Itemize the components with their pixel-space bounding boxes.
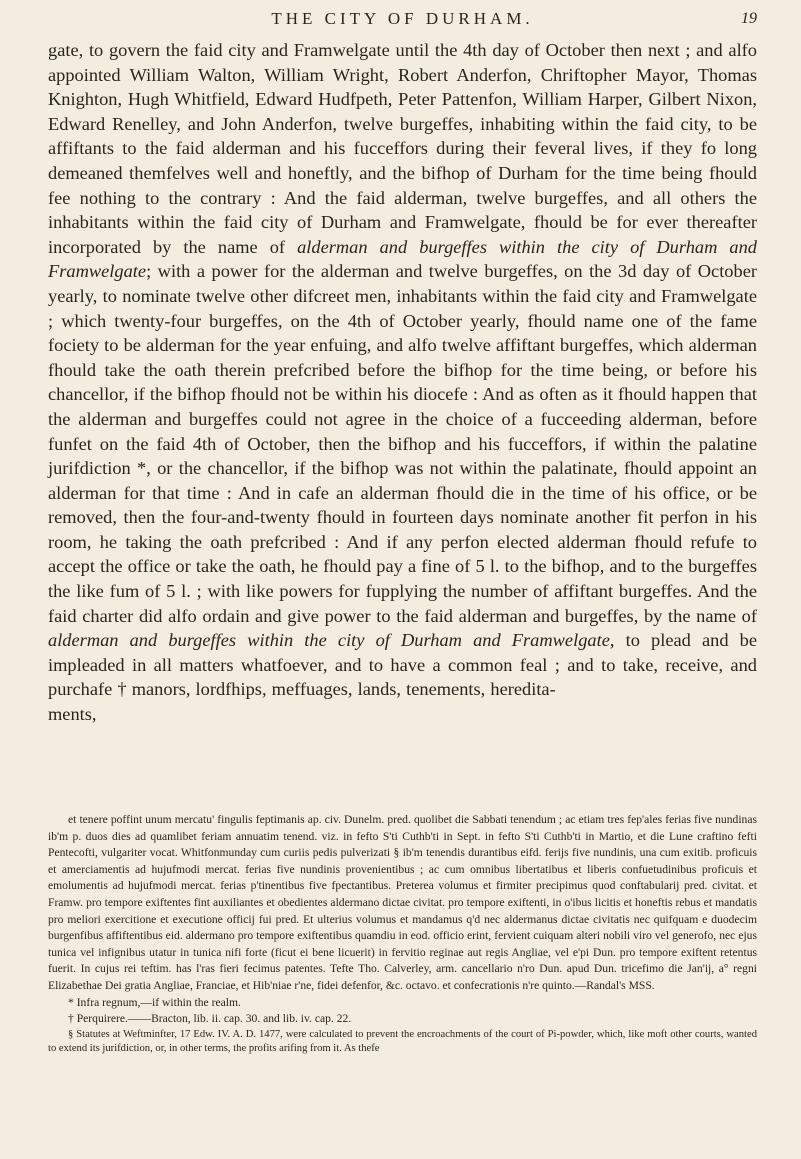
page-header [48,6,757,32]
latin-charter-excerpt: et tenere poffint unum mercatu' fingulis feptimanis ap. civ. Dunelm. pred. quolibet die Sabbati tenendum ; ac etiam tres fep'ales ferias five nundinas ib'm p. duos dies ad quamlibet feriam annuatim tenend. viz. in fefto S'ti Cuthb'ti in Sept. in fefto S'ti Cuthb'ti in Martio, et die Lune craftino fefti Pentecofti, vulgariter vocat. Whitfonmunday cum curiis pedis pulverizati § ib'm tenendis durantibus eifd. ferijs five nundinis, una cum exitib. proficuis et amerciamentis ad hujufmodi mercat. ferias five nundinis provenientibus ; ac cum omnibus libertatibus et liberis confuetudinibus proficuis et emolumentis ad hujufmodi mercat. ferias p'tinentibus five fpectantibus. Preterea volumus et firmiter precipimus quod conftabularij pred. civitat. et Framw. pro tempore exiftentes fint auxiliantes et obedientes aldermano dictae civitat. pro tempore exiftenti, in o'ibus licitis et honeftis rebus et mandatis pro meliori exercitione et executione officij fui pred. Et ulterius volumus et mandamus q'd nec aldermanus dictae civitatis nec quifquam e duodecim burgenfibus affiftentibus eid. aldermano pro tempore exiftentibus quamdiu in eod. officio erint, fervient cuiquam alteri nobili viro vel generofo, nec ejus tunica vel infignibus utatur in tunica nifi forte (ficut ei bene licuerit) in fervitio reginae aut regis Angliae, vel e'pi Dun. pro tempore exiftent retentus fuerit. In cujus rei teftim. has l'ras fieri fecimus patentes. Tefte Tho. Calverley, arm. cancellario n'ro Dun. apud Dun. tricefimo die Jan'ij, a° regni Elizabethae Dei gratia Angliae, Franciae, et Hib'niae r'ne, fidei defenfor, &c. octavo. et confecrationis n're quinto.—Randal's MSS. [48,813,757,992]
corporate-name-2: alderman and burgeffes within the city of Durham and Framwelgate [48,630,610,651]
footnote-section: § Statutes at Weftminfter, 17 Edw. IV. A. D. 1477, were calculated to prevent the encroachments of the court of Pi-powder, which, like moft other courts, wanted to extend its jurifdiction, or, in other terms, the profits arifing from it. As thefe [48,1028,757,1054]
footnote-dagger: † Perquirere.——Bracton, lib. ii. cap. 30. and lib. iv. cap. 22. [68,1012,352,1026]
footnote-asterisk: * Infra regnum,—if within the realm. [68,995,241,1009]
footnotes [48,812,757,1056]
main-text [48,38,757,727]
text-segment-2: ; with a power for the alderman and twelve burgeffes, on the 3d day of October yearly, to nominate twelve other difcreet men, inhabitants within the faid city and Framwelgate ; which twenty-four burgeffes, on the 4th of October yearly, fhould name one of the fame fociety to be alderman for the year enfuing, and alfo twelve affiftant burgeffes, which alderman fhould take the oath therein prefcribed before the bifhop for the time being, or before his chancellor, if the bifhop fhould not be within his diocefe : And as often as it fhould happen that the alderman and burgeffes could not agree in the choice of a fucceeding alderman, before funfet on the faid 4th of October, then the bifhop and his fucceffors, if within the palatine jurifdiction *, or the chancellor, if the bifhop was not within the palatinate, fhould appoint an alderman for that time : And in cafe an alderman fhould die in the time of his office, or be removed, then the four-and-twenty fhould in fourteen days nominate another fit perfon in his room, he taking the oath prefcribed : And if any perfon elected alderman fhould refufe to accept the office or take the oath, he fhould pay a fine of 5 l. to the bifhop, and to the burgeffes the like fum of 5 l. ; with like powers for fupplying the number of affiftant burgeffes. And the faid charter did alfo ordain and give power to the faid alderman and burgeffes, by the name of [48,261,757,626]
page-number: 19 [741,10,757,27]
catchword: ments, [48,704,97,725]
running-head: THE CITY OF DURHAM. [271,9,534,28]
main-paragraph [48,38,757,702]
text-segment-1: gate, to govern the faid city and Framwelgate until the 4th day of October then next ; and alfo appointed William Walton, William Wright, Robert Anderfon, Chriftopher Mayor, Thomas Knighton, Hugh Whitfield, Edward Hudfpeth, Peter Pattenfon, William Harper, Gilbert Nixon, Edward Renelley, and John Anderfon, twelve burgeffes, inhabiting within the faid city, to be affiftants to the faid alderman and his fucceffors during their feveral lives, if they fo long demeaned themfelves well and honeftly, and the bifhop of Durham for the time being fhould fee nothing to the contrary : And the faid alderman, twelve burgeffes, and all others the inhabitants within the faid city of Durham and Framwelgate, fhould be for ever thereafter incorporated by the name of [48,40,757,257]
corporate-name-1: alderman and burgeffes within the city of Durham and Framwelgate [48,236,757,282]
text-segment-3: , to plead and be impleaded in all matters whatfoever, and to have a common feal ; and to take, receive, and purchafe † manors, lordfhips, meffuages, lands, tenements, heredita- [48,630,758,700]
